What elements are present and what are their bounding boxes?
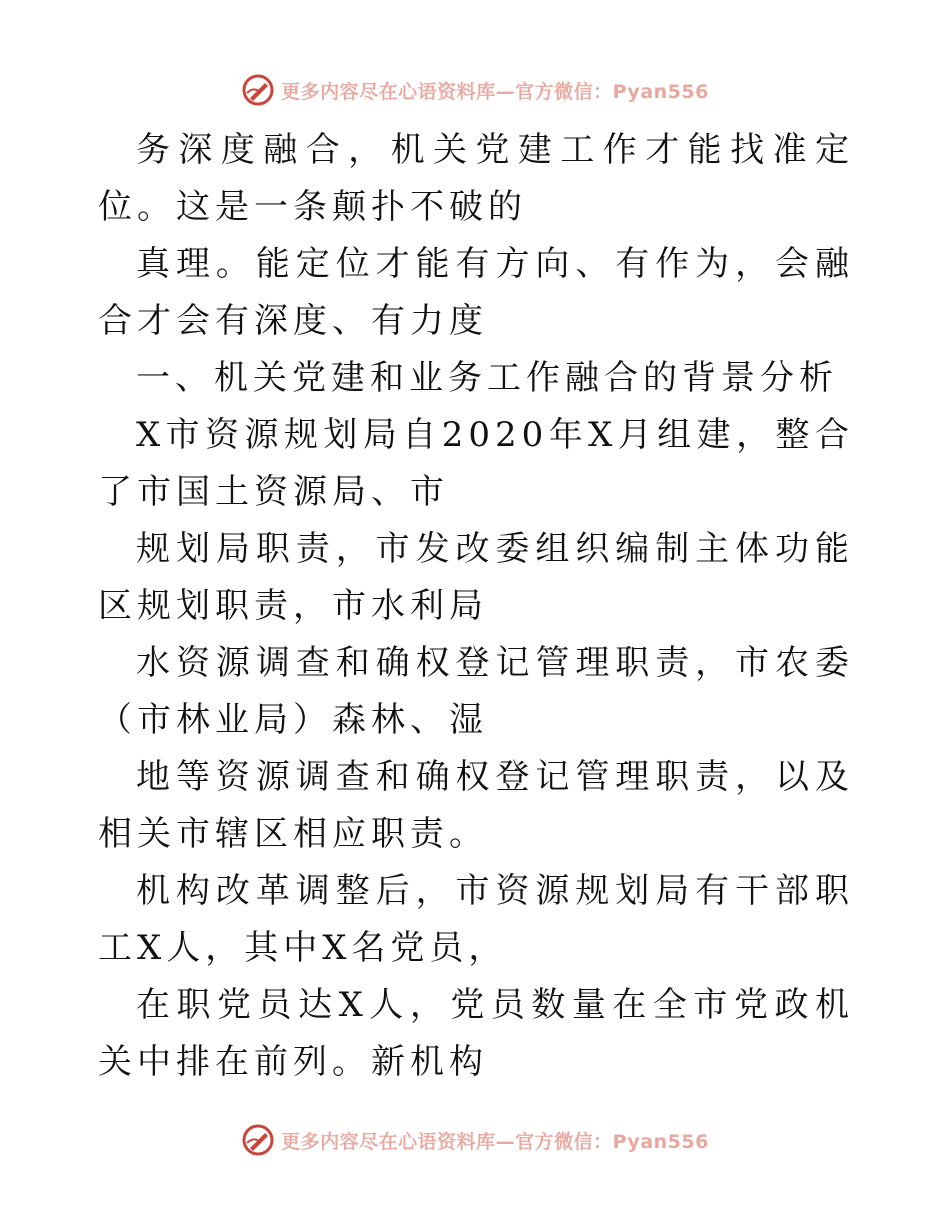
paragraph-6: 地等资源调查和确权登记管理职责，以及相关市辖区相应职责。 [98, 757, 854, 854]
document-body [98, 122, 854, 1091]
header-watermark-text: 更多内容尽在心语资料库—官方微信：Pyan556 [281, 80, 709, 103]
paragraph-3: X市资源规划局自2020年X月组建，整合了市国土资源局、市 [98, 415, 854, 512]
paragraph-4: 规划局职责，市发改委组织编制主体功能区规划职责，市水利局 [98, 529, 854, 626]
paragraph-1: 务深度融合，机关党建工作才能找准定位。这是一条颠扑不破的 [98, 130, 854, 227]
paragraph-8: 在职党员达X人，党员数量在全市党政机关中排在前列。新机构 [98, 985, 854, 1082]
section-heading: 一、机关党建和业务工作融合的背景分析 [136, 358, 838, 398]
paragraph-7: 机构改革调整后，市资源规划局有干部职工X人，其中X名党员， [98, 871, 854, 968]
quill-pen-logo-icon [241, 1123, 275, 1157]
paragraph-2: 真理。能定位才能有方向、有作为，会融合才会有深度、有力度 [98, 244, 854, 341]
footer-watermark-text: 更多内容尽在心语资料库—官方微信：Pyan556 [281, 1130, 709, 1153]
footer-watermark [0, 1120, 950, 1160]
quill-pen-logo-icon [241, 73, 275, 107]
header-watermark [0, 70, 950, 110]
paragraph-5: 水资源调查和确权登记管理职责，市农委（市林业局）森林、湿 [98, 643, 854, 740]
